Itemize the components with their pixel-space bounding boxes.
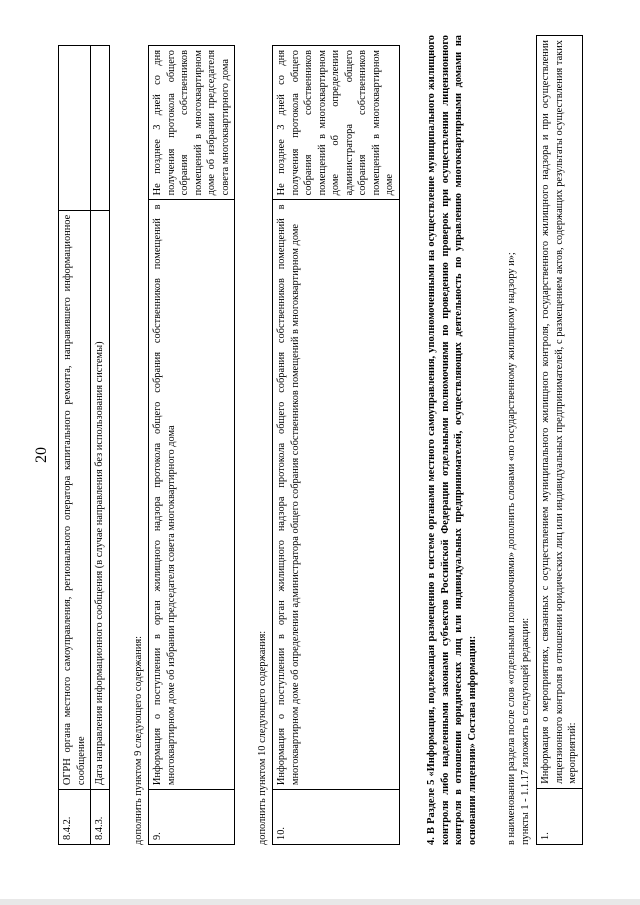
table-item-10 xyxy=(272,45,400,845)
scan-edge xyxy=(0,899,640,905)
amendment-note: пункты 1 - 1.1.17 изложить в следующей редакции: xyxy=(520,617,531,845)
row-text: ОГРН органа местного самоуправления, регионального оператора капитального ремонта, направившего информационное сообщение xyxy=(59,210,91,789)
section-heading: 4. В Разделе 5 «Информация, подлежащая размещению в системе органами местного самоуправления, уполномоченными на осуществление муниципального жилищного контроля либо наделенными законами субъектов Российской Федерации отдельными полномочиями по проведению проверок при осуществлении лицензионного контроля в отношении юридических лиц или индивидуальных предпринимателей, осуществляющих деятельность по управлению многоквартирными домами на основании лицензии» Состава информации: xyxy=(426,35,478,845)
row-number: 9. xyxy=(149,790,235,845)
amendment-note: дополнить пунктом 10 следующего содержания: xyxy=(257,630,268,845)
table-row xyxy=(273,46,400,845)
row-text: Информация о мероприятиях, связанных с осуществлением муниципального жилищного контроля, государственного жилищного надзора и при осуществлении лицензионного контроля в отношении юридических лиц или индивидуальных предпринимателей, с размещением актов, содержащих результаты осуществления таких мероприятий: xyxy=(537,36,583,789)
table-row xyxy=(59,46,91,845)
row-text: Информация о поступлении в орган жилищного надзора протокола общего собрания собственников помещений в многоквартирном доме об избрании председателя совета многоквартирного дома xyxy=(149,200,235,790)
row-number: 8.4.3. xyxy=(91,790,110,845)
row-deadline xyxy=(59,46,91,211)
row-deadline: Не позднее 3 дней со дня получения протокола общего собрания собственников помещений в многоквартирном доме об определении администратора общего собрания собственников помещений в многоквартирном доме xyxy=(273,46,400,200)
amendment-note: дополнить пунктом 9 следующего содержания: xyxy=(133,636,144,845)
table-section-5 xyxy=(536,35,583,845)
table-row xyxy=(149,46,235,845)
row-deadline: Не позднее 3 дней со дня получения протокола общего собрания собственников помещений в многоквартирном доме об избрании председателя совета многоквартирного дома xyxy=(149,46,235,200)
page-number: 20 xyxy=(33,447,50,463)
amendment-note: в наименовании раздела после слов «отдельными полномочиями» дополнить словами «по государственному жилищному надзору и»; xyxy=(506,252,517,845)
table-item-9 xyxy=(148,45,235,845)
row-number: 10. xyxy=(273,790,400,845)
row-deadline xyxy=(91,46,110,211)
row-number: 1. xyxy=(537,788,583,844)
row-text: Информация о поступлении в орган жилищного надзора протокола общего собрания собственников помещений в многоквартирном доме об определении администратора общего собрания собственников помещений в многоквартирном доме xyxy=(273,200,400,790)
table-row xyxy=(91,46,110,845)
row-text: Дата направления информационного сообщения (в случае направления без использования системы) xyxy=(91,210,110,789)
table-row xyxy=(537,36,583,845)
row-number: 8.4.2. xyxy=(59,790,91,845)
table-continuation xyxy=(58,45,110,845)
